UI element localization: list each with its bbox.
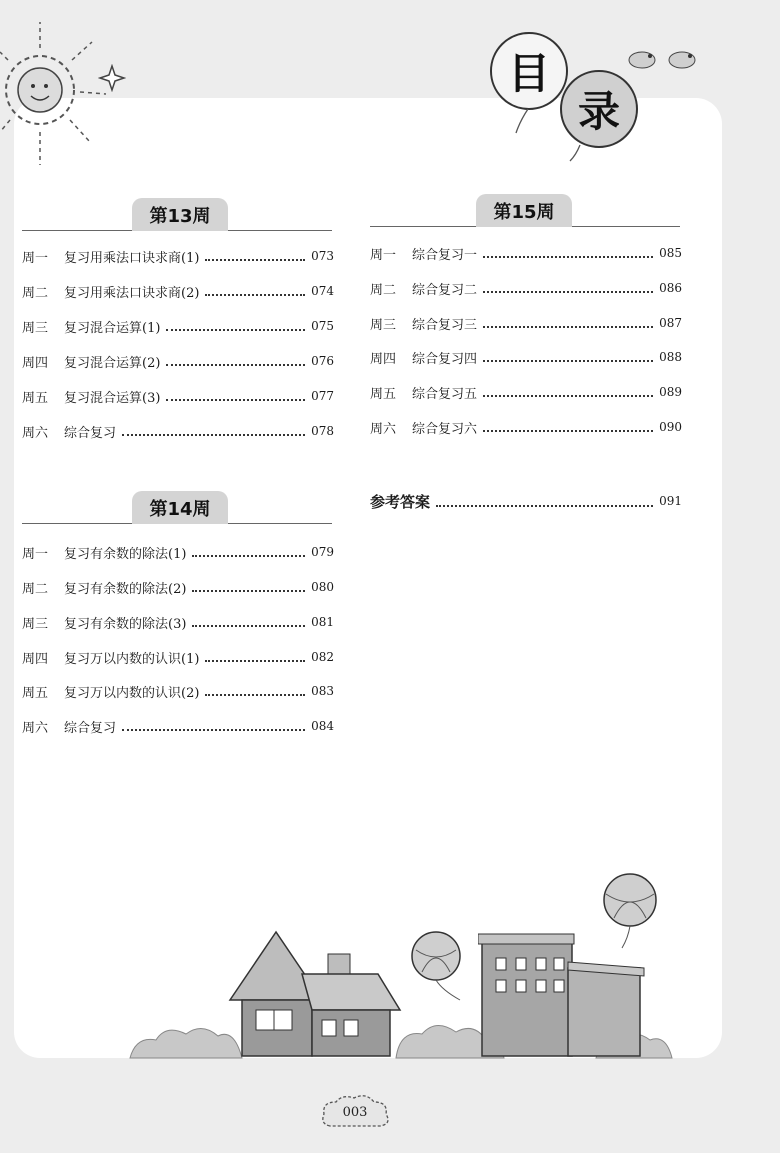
page-number: 079 xyxy=(311,545,334,559)
leader-dots xyxy=(122,426,305,436)
toc-row[interactable] xyxy=(22,577,334,597)
page-number: 078 xyxy=(311,424,334,438)
toc-row[interactable] xyxy=(22,281,334,301)
building-icon xyxy=(478,932,648,1058)
day-label: 周二 xyxy=(22,581,49,597)
toc-row[interactable] xyxy=(370,417,682,437)
leader-dots xyxy=(192,582,305,592)
week-15-header xyxy=(370,194,680,228)
week-14-tab: 第14周 xyxy=(132,491,228,524)
day-label: 周五 xyxy=(22,685,49,701)
page-number: 083 xyxy=(311,684,334,698)
leader-dots xyxy=(483,387,653,397)
topic-label: 复习万以内数的认识(2) xyxy=(64,685,200,701)
toc-row[interactable] xyxy=(22,421,334,441)
week-15-tab: 第15周 xyxy=(476,194,572,227)
page-number: 087 xyxy=(659,316,682,330)
toc-row[interactable] xyxy=(370,382,682,402)
day-label: 周五 xyxy=(370,386,397,402)
kite-string-icon xyxy=(500,105,600,165)
day-label: 周三 xyxy=(370,317,397,333)
day-label: 周四 xyxy=(22,355,49,371)
toc-row[interactable] xyxy=(22,681,334,701)
day-label: 周三 xyxy=(22,616,49,632)
leader-dots xyxy=(166,356,305,366)
day-label: 周二 xyxy=(370,282,397,298)
leader-dots xyxy=(205,686,305,696)
leader-dots xyxy=(166,321,305,331)
leader-dots xyxy=(205,251,305,261)
topic-label: 复习有余数的除法(3) xyxy=(64,616,187,632)
house-icon xyxy=(228,930,403,1058)
topic-label: 综合复习一 xyxy=(412,247,478,263)
toc-row[interactable] xyxy=(22,386,334,406)
page-number: 090 xyxy=(659,420,682,434)
day-label: 周二 xyxy=(22,285,49,301)
page-number: 074 xyxy=(311,284,334,298)
day-label: 周一 xyxy=(22,546,49,562)
toc-row[interactable] xyxy=(22,351,334,371)
sun-icon xyxy=(0,20,110,170)
birds-icon xyxy=(624,46,704,72)
page-number: 081 xyxy=(311,615,334,629)
page-number: 080 xyxy=(311,580,334,594)
toc-row[interactable] xyxy=(22,647,334,667)
leader-dots xyxy=(483,352,653,362)
page-number: 088 xyxy=(659,350,682,364)
page-number: 077 xyxy=(311,389,334,403)
topic-label: 复习有余数的除法(1) xyxy=(64,546,187,562)
day-label: 周一 xyxy=(22,250,49,266)
answers-label: 参考答案 xyxy=(370,492,431,511)
topic-label: 综合复习 xyxy=(64,720,117,736)
toc-row[interactable] xyxy=(22,316,334,336)
leader-dots xyxy=(205,652,305,662)
topic-label: 复习混合运算(3) xyxy=(64,390,161,406)
page-number: 073 xyxy=(311,249,334,263)
topic-label: 复习万以内数的认识(1) xyxy=(64,651,200,667)
answers-page-number: 091 xyxy=(659,494,682,508)
day-label: 周四 xyxy=(370,351,397,367)
topic-label: 综合复习三 xyxy=(412,317,478,333)
leader-dots xyxy=(166,391,305,401)
topic-label: 综合复习五 xyxy=(412,386,478,402)
topic-label: 复习有余数的除法(2) xyxy=(64,581,187,597)
topic-label: 复习混合运算(1) xyxy=(64,320,161,336)
toc-row[interactable] xyxy=(22,612,334,632)
answers-row[interactable] xyxy=(370,490,682,512)
page-number: 084 xyxy=(311,719,334,733)
toc-row[interactable] xyxy=(370,278,682,298)
topic-label: 复习混合运算(2) xyxy=(64,355,161,371)
leader-dots xyxy=(205,286,305,296)
toc-row[interactable] xyxy=(22,246,334,266)
leader-dots xyxy=(192,547,305,557)
leader-dots xyxy=(122,721,305,731)
leader-dots xyxy=(483,283,653,293)
page-number: 076 xyxy=(311,354,334,368)
toc-row[interactable] xyxy=(370,313,682,333)
page-number: 075 xyxy=(311,319,334,333)
topic-label: 综合复习四 xyxy=(412,351,478,367)
day-label: 周四 xyxy=(22,651,49,667)
page-number: 086 xyxy=(659,281,682,295)
leader-dots xyxy=(436,496,653,507)
day-label: 周一 xyxy=(370,247,397,263)
page-number: 082 xyxy=(311,650,334,664)
page-number-label: 003 xyxy=(342,1104,368,1120)
balloon-icon xyxy=(408,930,466,1002)
toc-row[interactable] xyxy=(370,243,682,263)
day-label: 周六 xyxy=(22,425,49,441)
week-13-tab: 第13周 xyxy=(132,198,228,231)
topic-label: 复习用乘法口诀求商(2) xyxy=(64,285,200,301)
day-label: 周五 xyxy=(22,390,49,406)
page-number: 085 xyxy=(659,246,682,260)
day-label: 周六 xyxy=(370,421,397,437)
toc-row[interactable] xyxy=(22,542,334,562)
leader-dots xyxy=(483,422,653,432)
star-icon xyxy=(98,64,126,92)
topic-label: 综合复习六 xyxy=(412,421,478,437)
page-number: 089 xyxy=(659,385,682,399)
leader-dots xyxy=(192,617,305,627)
topic-label: 综合复习二 xyxy=(412,282,478,298)
leader-dots xyxy=(483,318,653,328)
title-char-1: 目 xyxy=(490,32,568,110)
week-14-header xyxy=(22,491,332,525)
toc-row[interactable] xyxy=(22,716,334,736)
toc-row[interactable] xyxy=(370,347,682,367)
topic-label: 综合复习 xyxy=(64,425,117,441)
topic-label: 复习用乘法口诀求商(1) xyxy=(64,250,200,266)
title-char-2: 录 xyxy=(560,70,638,148)
day-label: 周三 xyxy=(22,320,49,336)
day-label: 周六 xyxy=(22,720,49,736)
leader-dots xyxy=(483,248,653,258)
week-13-header xyxy=(22,198,332,232)
